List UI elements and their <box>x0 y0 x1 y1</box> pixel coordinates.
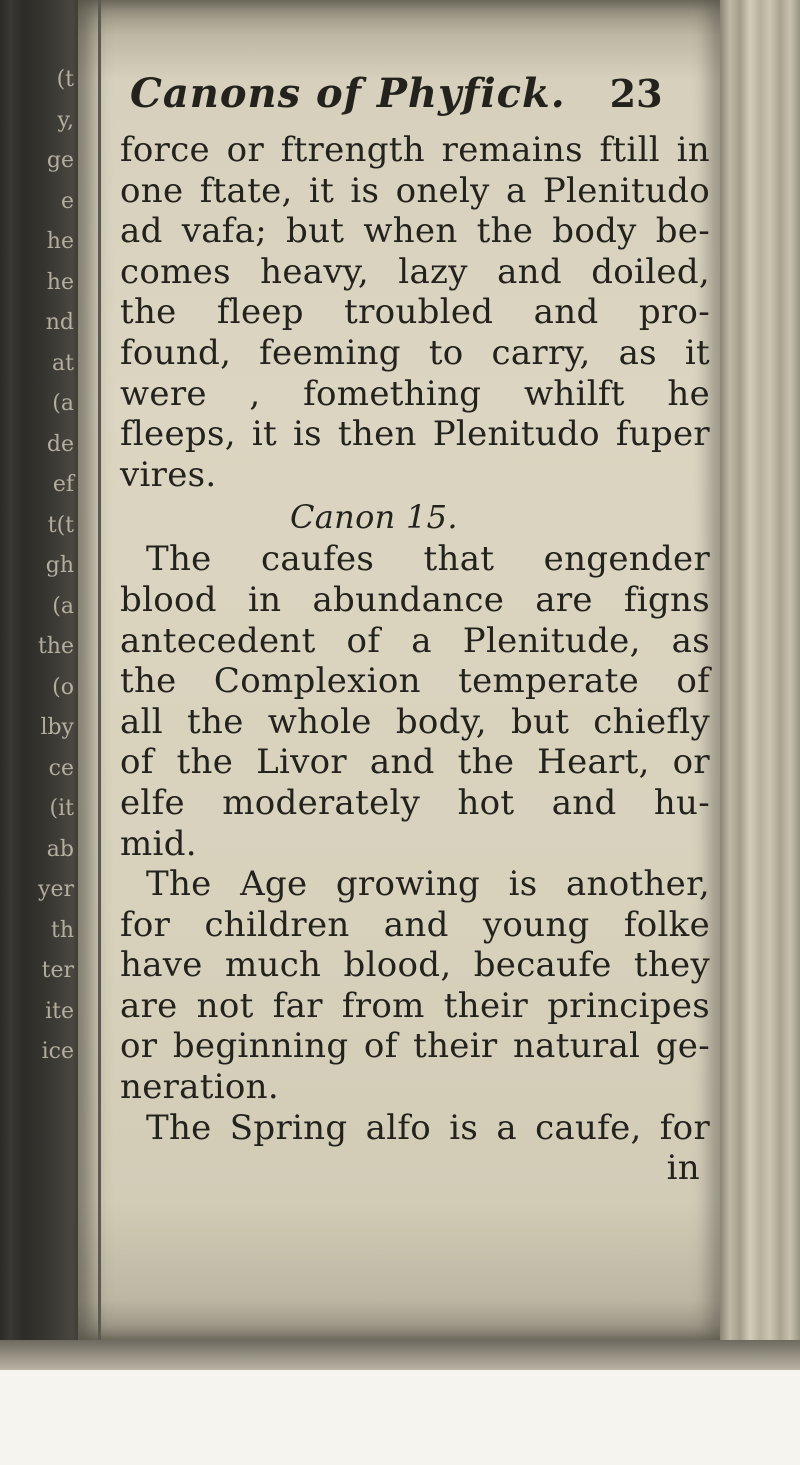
text-line: or beginning of their natural ge- <box>120 1026 710 1067</box>
text-line: are not far from their principes <box>120 985 710 1026</box>
bleed-fragment: ter <box>41 958 74 983</box>
text-line: have much blood, becaufe they <box>120 945 710 986</box>
text-line: neration. <box>120 1067 279 1108</box>
text-line: were , fomething whilft he <box>120 373 710 414</box>
bleed-fragment: (a <box>52 391 74 416</box>
bottom-edge <box>0 1340 800 1370</box>
bleed-fragment: de <box>46 431 74 457</box>
running-title: Canons of Phyfick. <box>130 70 566 117</box>
text-line: antecedent of a Plenitude, as <box>120 620 710 661</box>
bleed-fragment: yer <box>38 877 74 902</box>
bleed-fragment: (it <box>49 796 74 821</box>
text-line: the fleep troubled and pro- <box>120 292 710 333</box>
bleed-fragment: ef <box>52 472 74 497</box>
bleed-fragment: the <box>37 634 74 659</box>
running-head <box>130 70 710 120</box>
text-line: comes heavy, lazy and doiled, <box>120 251 710 292</box>
text-line: mid. <box>120 823 197 864</box>
text-line: all the whole body, but chiefly <box>120 701 710 742</box>
page-number: 23 <box>609 71 663 116</box>
text-line: ad vafa; but when the body be- <box>120 211 710 252</box>
bleed-fragment: y, <box>57 107 74 133</box>
bleed-fragment: nd <box>45 310 74 335</box>
body-text <box>120 130 710 1189</box>
bleed-fragment: ice <box>41 1039 74 1064</box>
bleed-fragment: (a <box>52 593 74 619</box>
text-line: vires. <box>120 454 217 495</box>
bleed-fragment: he <box>46 229 74 254</box>
bleed-fragment: at <box>52 350 74 376</box>
text-line: blood in abundance are figns <box>120 579 710 620</box>
bleed-fragment: ab <box>46 836 74 862</box>
bleed-fragment: th <box>50 917 74 943</box>
text-line: of the Livor and the Heart, or <box>120 742 710 783</box>
text-line: found, feeming to carry, as it <box>120 332 710 373</box>
bleed-fragment: (o <box>52 674 74 700</box>
text-line: one ftate, it is onely a Plenitudo <box>120 170 710 211</box>
text-line: The Age growing is another, <box>146 864 710 905</box>
bleed-fragment: ite <box>45 998 74 1024</box>
text-line: the Complexion temperate of <box>120 661 710 702</box>
text-line: force or ftrength remains ftill in <box>120 130 710 170</box>
bleed-fragment: ge <box>46 148 74 173</box>
bleed-fragment: lby <box>40 715 74 740</box>
bleed-fragment: e <box>60 188 74 214</box>
text-line: The caufes that engender <box>146 539 710 580</box>
canon-heading: Canon 15. <box>290 498 458 537</box>
page-edges <box>720 0 800 1360</box>
bleed-fragment: ce <box>48 755 74 781</box>
text-line: The Spring alfo is a caufe, for <box>146 1107 710 1148</box>
bleed-fragment: gh <box>45 553 74 578</box>
gutter-line <box>98 0 101 1340</box>
catchword: in <box>666 1148 700 1189</box>
facing-page-bleed <box>2 60 78 1320</box>
text-line: fleeps, it is then Plenitudo fuper <box>120 414 710 455</box>
bleed-fragment: he <box>46 269 74 295</box>
text-line: for children and young folke <box>120 904 710 945</box>
bleed-fragment: (t <box>56 67 74 92</box>
text-line: elfe moderately hot and hu- <box>120 782 710 823</box>
bleed-fragment: t(t <box>47 512 74 538</box>
